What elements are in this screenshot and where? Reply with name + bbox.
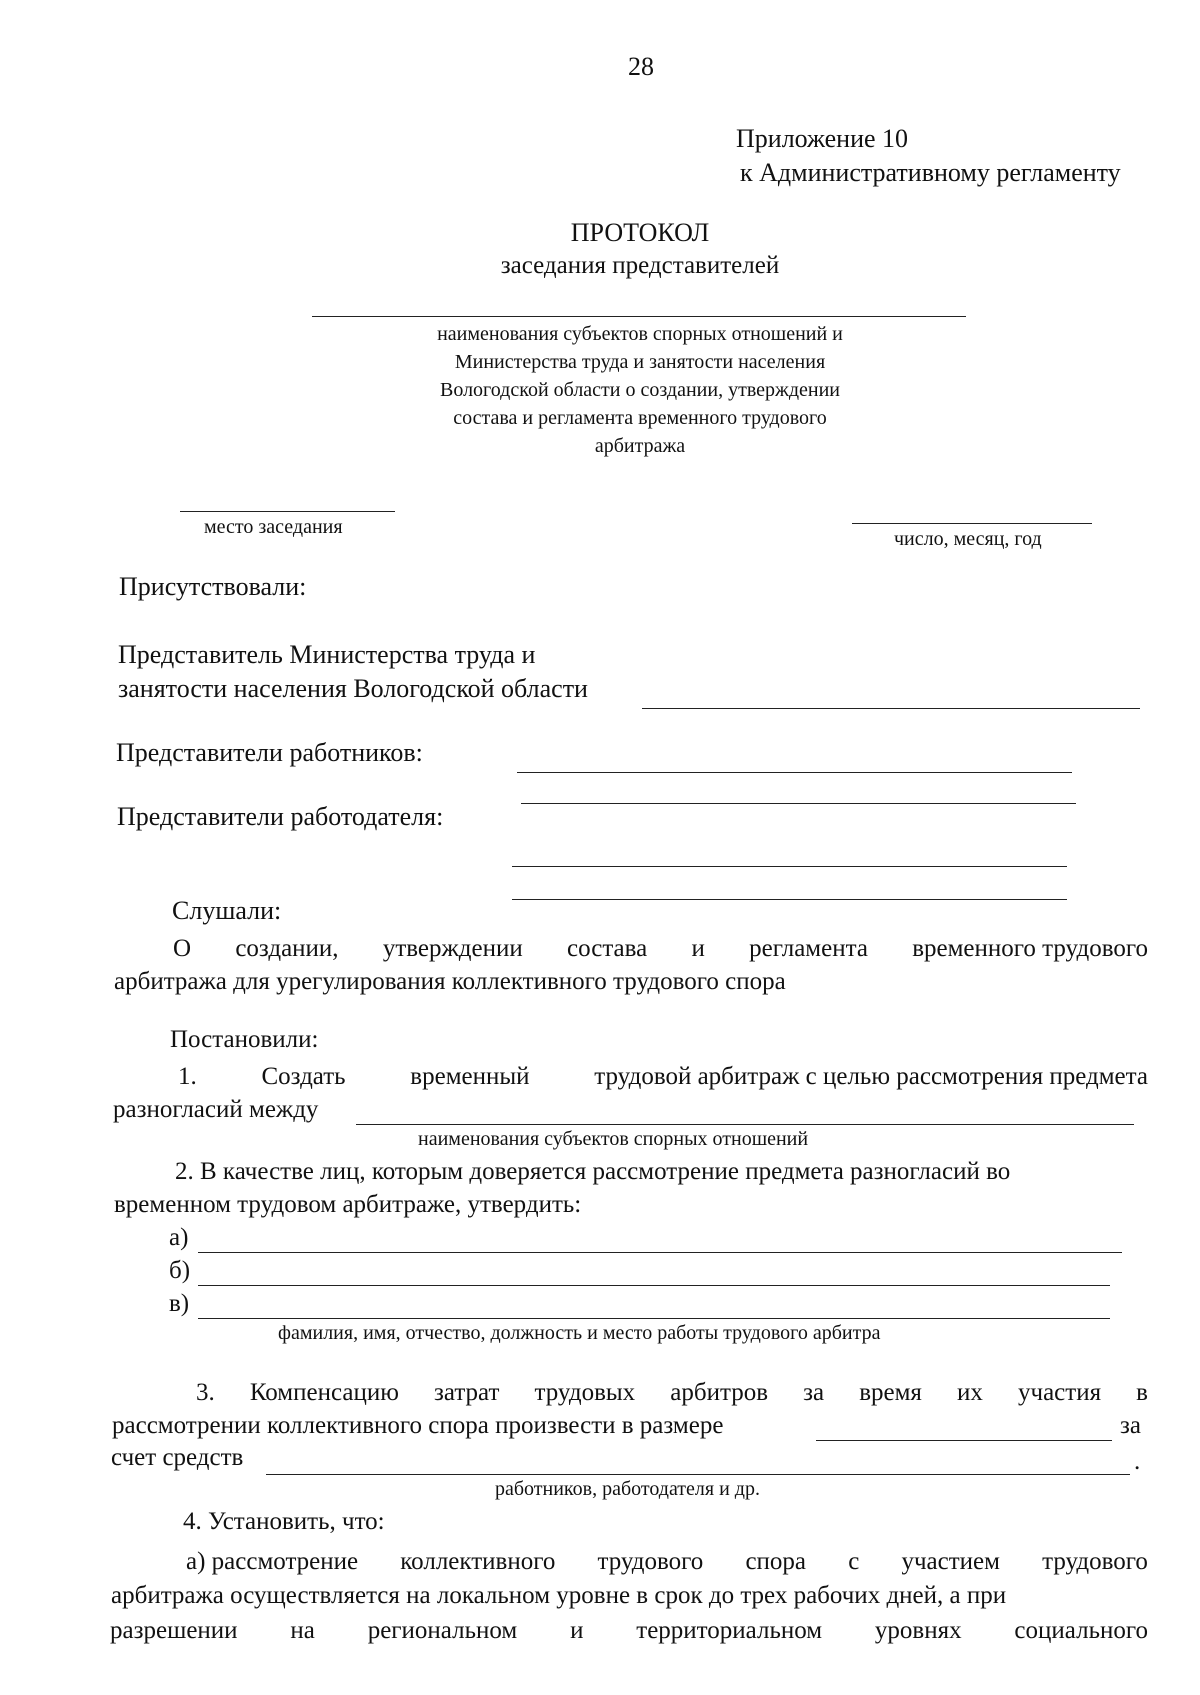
item2-b-blank-line: [198, 1285, 1110, 1286]
item4-a-line1: [186, 1548, 1148, 1576]
employer-rep-blank-line-1: [512, 866, 1067, 867]
present-heading: Присутствовали:: [119, 572, 307, 601]
item2-line2: временном трудовом арбитраже, утвердить:: [114, 1191, 582, 1218]
word: создании,: [235, 935, 339, 962]
word: коллективного: [400, 1548, 556, 1575]
word: регламента: [749, 935, 868, 962]
item3-amount-blank-line: [816, 1440, 1112, 1441]
word: территориальном: [636, 1617, 823, 1644]
item3-line3-end: .: [1134, 1448, 1141, 1475]
word: и: [691, 935, 705, 962]
caption-line: Вологодской области о создании, утверждении: [440, 379, 840, 401]
word: социального: [1014, 1617, 1148, 1644]
caption-line: наименования субъектов спорных отношений и: [437, 323, 843, 345]
word: на: [290, 1617, 315, 1644]
word: участия: [1018, 1379, 1102, 1406]
date-blank-line: [852, 523, 1092, 524]
caption-line: Министерства труда и занятости населения: [454, 351, 826, 373]
item2-c-blank-line: [198, 1318, 1110, 1319]
employer-reps-label: Представители работодателя:: [117, 802, 444, 831]
caption-line: арбитража: [594, 435, 686, 457]
word: их: [957, 1379, 983, 1406]
workers-rep-blank-line-2: [521, 803, 1076, 804]
item4-a-line3: [110, 1617, 1148, 1645]
word: в: [1136, 1379, 1148, 1406]
parties-blank-line: [312, 316, 966, 317]
ministry-rep-line1: Представитель Министерства труда и: [118, 640, 536, 669]
word: а) рассмотрение: [186, 1548, 359, 1575]
word: с: [848, 1548, 860, 1575]
item1-line1: [178, 1063, 1148, 1091]
word: время: [859, 1379, 922, 1406]
document-subtitle: заседания представителей: [500, 252, 780, 279]
word: участием: [901, 1548, 1000, 1575]
heard-text-line1: [173, 935, 1148, 963]
word: временного трудового: [912, 935, 1148, 962]
item4-a-line2: арбитража осуществляется на локальном уровне в срок до трех рабочих дней, а при: [111, 1582, 1007, 1609]
item1-caption: наименования субъектов спорных отношений: [418, 1128, 809, 1150]
place-caption: место заседания: [204, 516, 343, 538]
appendix-number: Приложение 10: [736, 124, 909, 153]
word: уровнях: [874, 1617, 962, 1644]
item3-source-blank-line: [266, 1474, 1130, 1475]
item2-caption: фамилия, имя, отчество, должность и место работы трудового арбитра: [278, 1322, 881, 1344]
heard-text-line2: арбитража для урегулирования коллективного трудового спора: [114, 968, 786, 995]
item2-line1: 2. В качестве лиц, которым доверяется рассмотрение предмета разногласий во: [175, 1158, 1011, 1185]
word: трудового: [1042, 1548, 1148, 1575]
word: 1.: [178, 1063, 197, 1090]
place-blank-line: [180, 511, 395, 512]
word: региональном: [367, 1617, 518, 1644]
word: Компенсацию: [249, 1379, 399, 1406]
item4-heading: 4. Установить, что:: [183, 1508, 385, 1535]
item3-line2-end: за: [1120, 1412, 1141, 1439]
item1-line2: разногласий между: [113, 1096, 319, 1123]
word: трудового: [597, 1548, 704, 1575]
word: утверждении: [382, 935, 523, 962]
parties-caption: [340, 320, 940, 460]
word: 3.: [196, 1379, 215, 1406]
caption-line: состава и регламента временного трудового: [453, 407, 827, 429]
word: за: [803, 1379, 825, 1406]
employer-rep-blank-line-2: [512, 899, 1067, 900]
heard-heading: Слушали:: [172, 896, 282, 925]
item2-c-label: в): [169, 1290, 190, 1317]
item1-blank-line: [356, 1124, 1134, 1125]
word: временный: [410, 1063, 530, 1090]
word: арбитров: [670, 1379, 769, 1406]
word: состава: [567, 935, 648, 962]
item3-line2: рассмотрении коллективного спора произвести в размере: [112, 1412, 724, 1439]
word: разрешении: [110, 1617, 238, 1644]
document-title: ПРОТОКОЛ: [570, 218, 710, 247]
resolved-heading: Постановили:: [170, 1026, 319, 1053]
workers-rep-blank-line-1: [517, 772, 1072, 773]
ministry-rep-blank-line: [642, 708, 1140, 709]
item2-a-blank-line: [198, 1252, 1122, 1253]
appendix-reference: к Административному регламенту: [740, 158, 1121, 187]
word: трудовой арбитраж с целью рассмотрения предмета: [594, 1063, 1148, 1090]
ministry-rep-line2: занятости населения Вологодской области: [118, 674, 588, 703]
item3-caption: работников, работодателя и др.: [495, 1478, 760, 1500]
word: О: [173, 935, 192, 962]
item2-a-label: а): [169, 1224, 189, 1251]
word: Создать: [261, 1063, 346, 1090]
word: трудовых: [534, 1379, 636, 1406]
word: затрат: [434, 1379, 500, 1406]
item2-b-label: б): [169, 1257, 191, 1284]
page-number: 28: [628, 52, 654, 81]
item3-line3: счет средств: [111, 1444, 244, 1471]
date-caption: число, месяц, год: [894, 528, 1042, 550]
item3-line1: [196, 1379, 1148, 1407]
workers-reps-label: Представители работников:: [116, 738, 423, 767]
word: спора: [745, 1548, 807, 1575]
word: и: [570, 1617, 584, 1644]
